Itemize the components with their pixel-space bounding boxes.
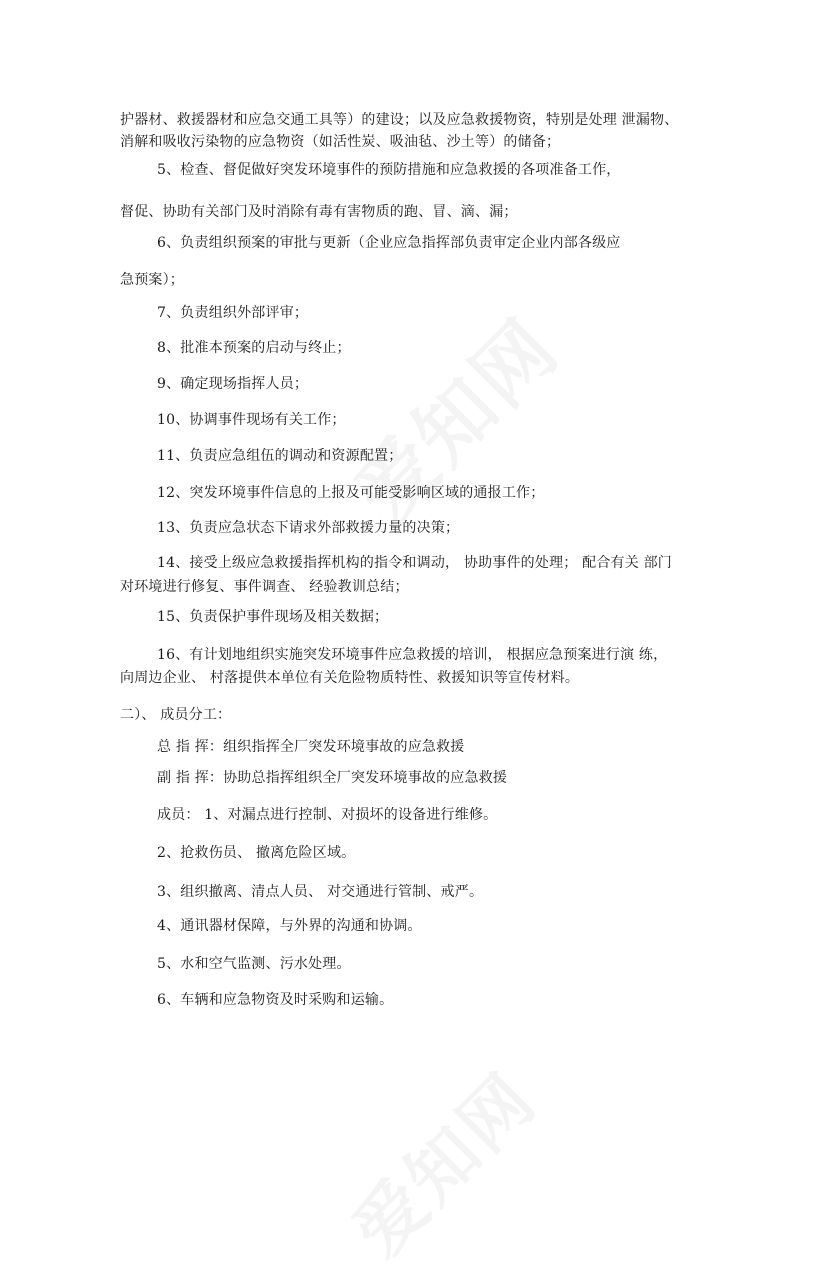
- role-commander: 总 指 挥：组织指挥全厂突发环境事故的应急救援: [157, 739, 465, 755]
- members-duty-5: 5、水和空气监测、污水处理。: [157, 956, 351, 972]
- members-duty-3: 3、组织撤离、清点人员、 对交通进行管制、戒严。: [157, 884, 484, 900]
- watermark: [326, 289, 579, 542]
- list-item-5: 5、检查、督促做好突发环境事件的预防措施和应急救援的各项准备工作，: [157, 162, 621, 178]
- list-item-16: 16、有计划地组织实施突发环境事件应急救援的培训， 根据应急预案进行演 练，: [157, 647, 668, 663]
- members-duty-4: 4、通讯器材保障，与外界的沟通和协调。: [157, 918, 422, 934]
- list-item-12: 12、突发环境事件信息的上报及可能受影响区域的通报工作；: [157, 485, 545, 501]
- watermark-bottom: [327, 1046, 555, 1274]
- members-duty-1: 成员： 1、对漏点进行控制、对损坏的设备进行维修。: [157, 807, 498, 823]
- list-item-9: 9、确定现场指挥人员；: [157, 376, 309, 392]
- members-duty-6: 6、车辆和应急物资及时采购和运输。: [157, 992, 394, 1008]
- paragraph-line: 向周边企业、 村落提供本单位有关危险物质特性、救援知识等宣传材料。: [120, 670, 580, 686]
- list-item-13: 13、负责应急状态下请求外部救援力量的决策；: [157, 520, 460, 536]
- paragraph-line: 急预案）；: [120, 272, 184, 288]
- list-item-15: 15、负责保护事件现场及相关数据；: [157, 609, 389, 625]
- list-item-10: 10、协调事件现场有关工作；: [157, 412, 346, 428]
- paragraph-line: 护器材、救援器材和应急交通工具等）的建设；以及应急救援物资，特别是处理 泄漏物、: [120, 112, 679, 128]
- role-deputy-commander: 副 指 挥：协助总指挥组织全厂突发环境事故的应急救援: [157, 770, 508, 786]
- list-item-8: 8、批准本预案的启动与终止；: [157, 340, 351, 356]
- paragraph-line: 消解和吸收污染物的应急物资（如活性炭、吸油毡、沙土等）的储备；: [120, 134, 561, 150]
- list-item-14: 14、接受上级应急救援指挥机构的指令和调动， 协助事件的处理； 配合有关 部门: [157, 555, 672, 571]
- paragraph-line: 对环境进行修复、事件调查、 经验教训总结；: [120, 579, 409, 595]
- paragraph-line: 督促、协助有关部门及时消除有毒有害物质的跑、冒、滴、漏；: [120, 204, 518, 220]
- list-item-7: 7、负责组织外部评审；: [157, 305, 309, 321]
- list-item-6: 6、负责组织预案的审批与更新（企业应急指挥部负责审定企业内部各级应: [157, 235, 621, 251]
- members-duty-2: 2、抢救伤员、 撤离危险区域。: [157, 845, 356, 861]
- list-item-11: 11、负责应急组伍的调动和资源配置；: [157, 448, 403, 464]
- section-heading: 二）、 成员分工：: [120, 707, 232, 723]
